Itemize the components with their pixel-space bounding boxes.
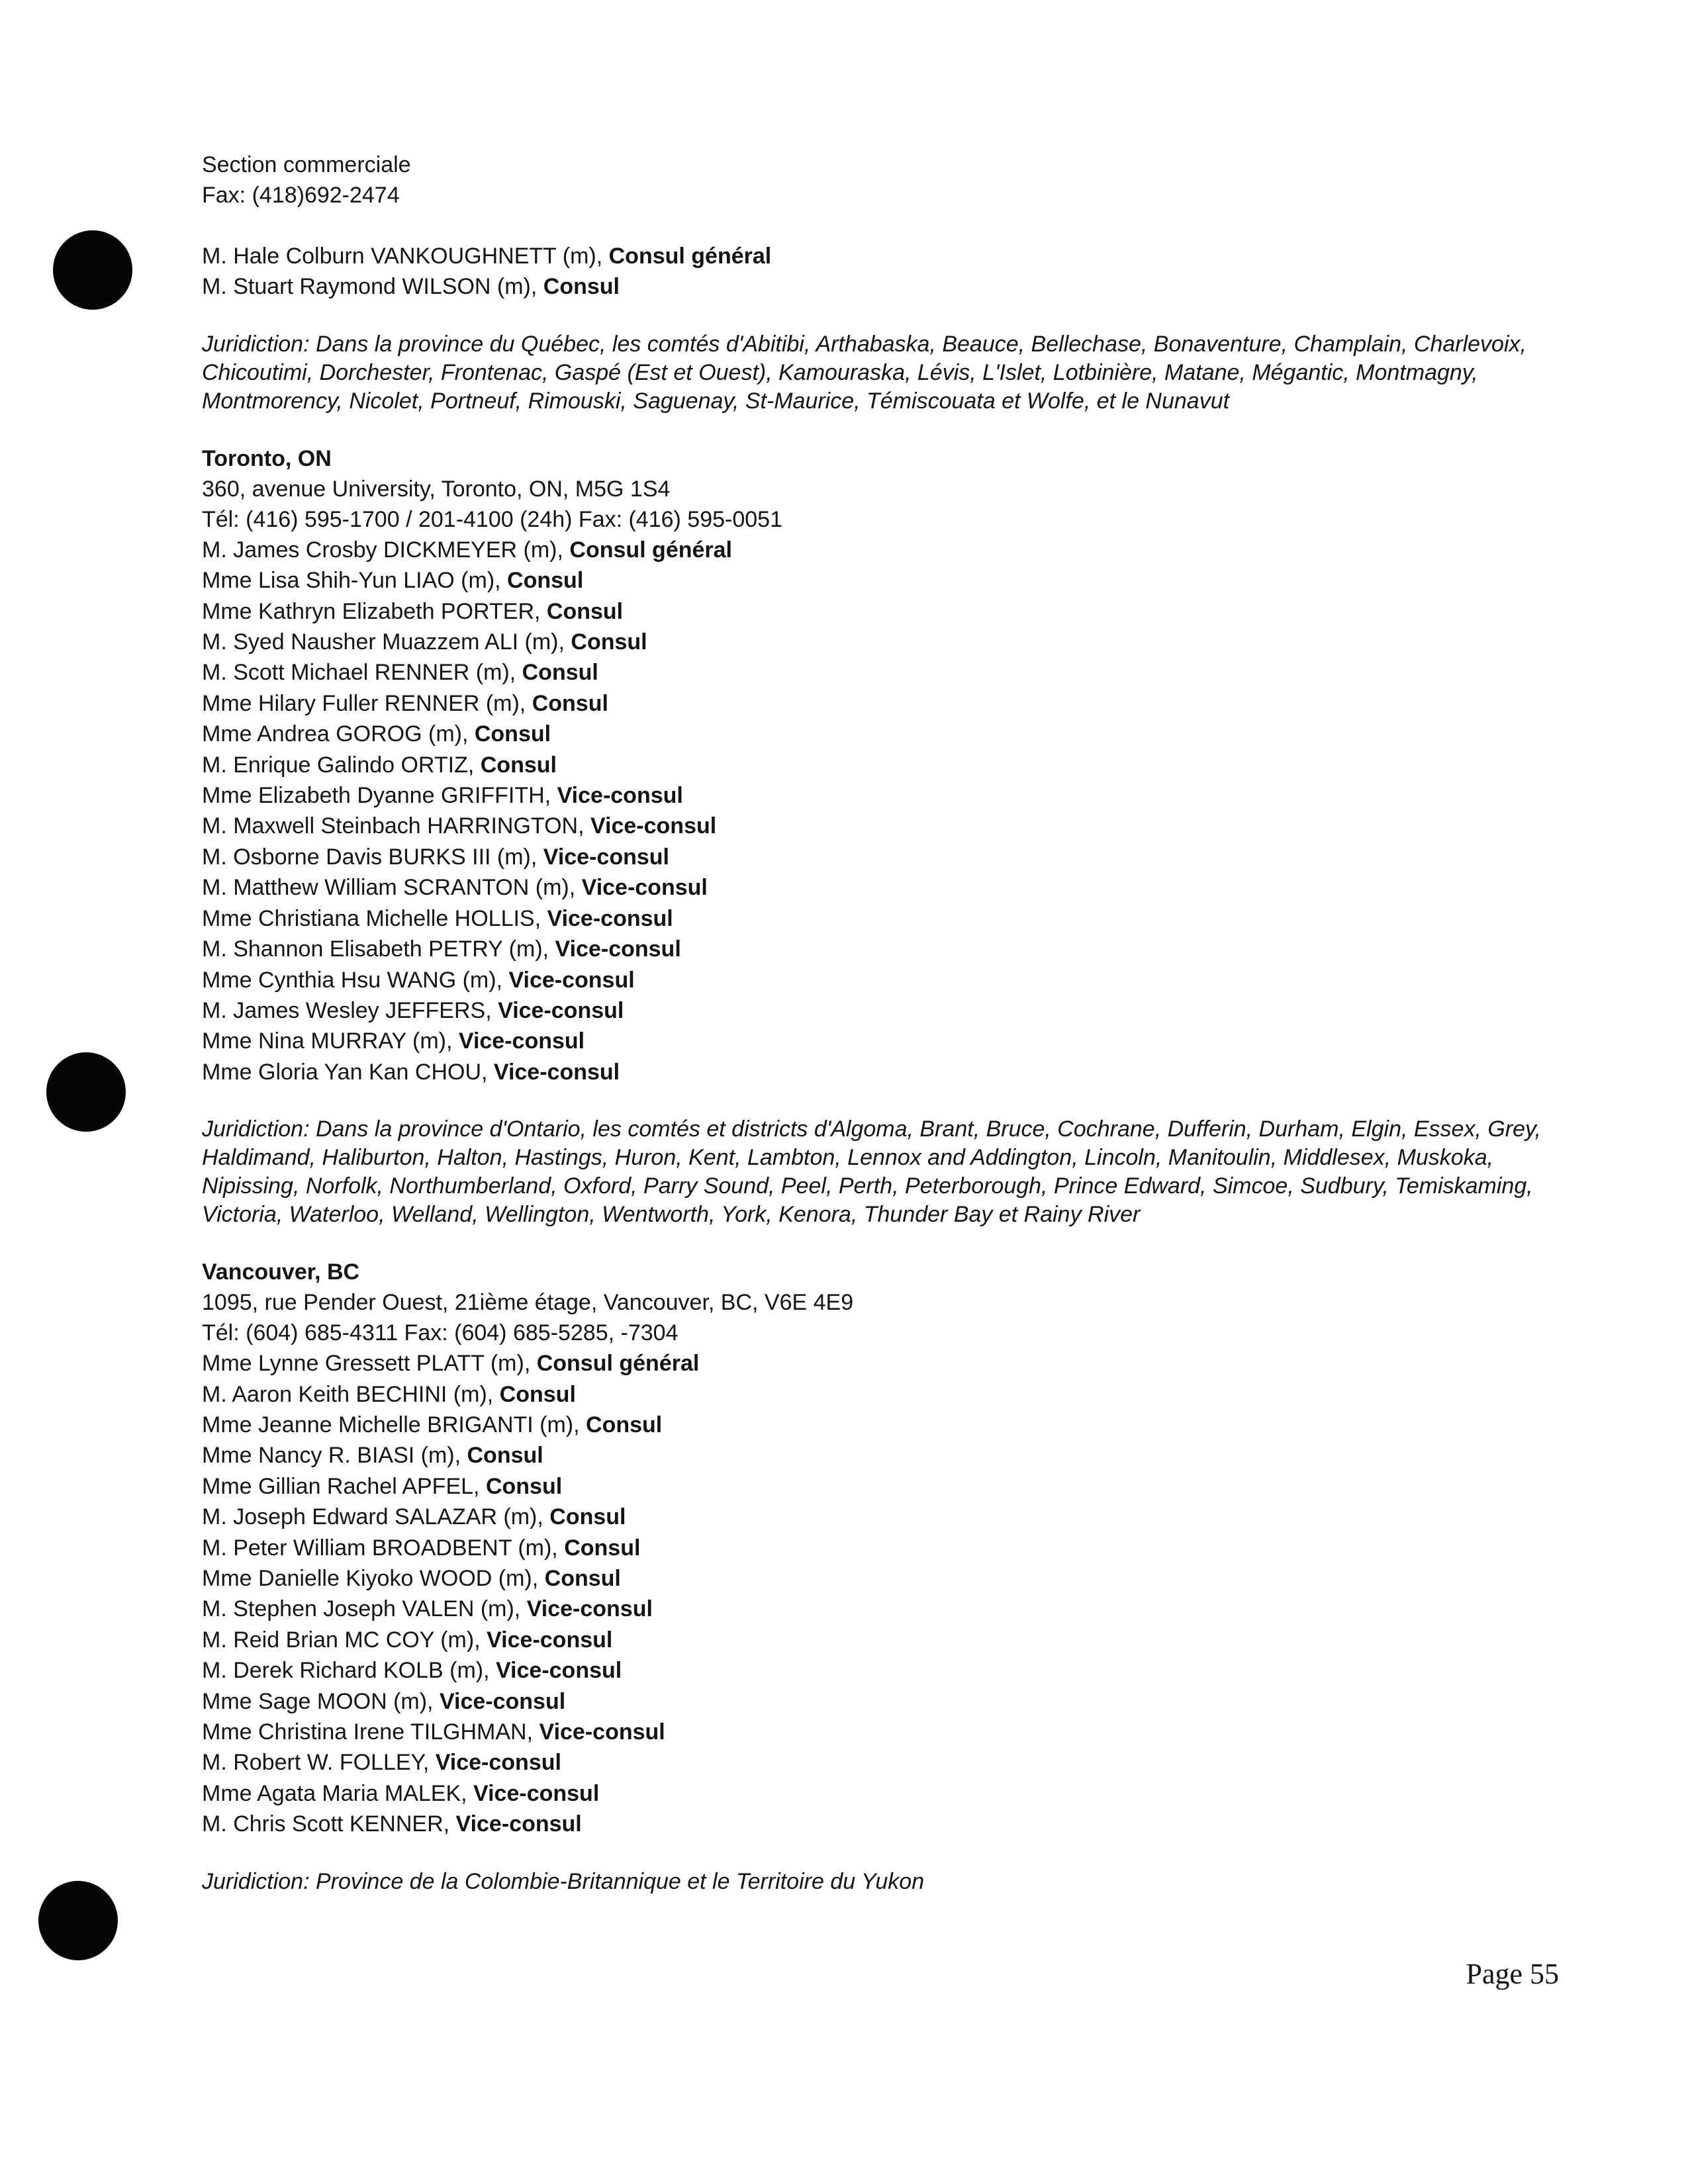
staff-title: Consul bbox=[507, 568, 584, 594]
staff-name: Mme Jeanne Michelle BRIGANTI (m), bbox=[202, 1412, 586, 1437]
vancouver-address: 1095, rue Pender Ouest, 21ième étage, Vancouver, BC, V6E 4E9 bbox=[202, 1290, 854, 1316]
staff-entry bbox=[202, 1440, 1559, 1471]
staff-name: Mme Agata Maria MALEK, bbox=[202, 1780, 474, 1806]
punch-hole-middle bbox=[46, 1052, 126, 1132]
staff-name: M. Matthew William SCRANTON (m), bbox=[202, 875, 582, 901]
staff-entry bbox=[202, 271, 1559, 302]
toronto-address: 360, avenue University, Toronto, ON, M5G 1S4 bbox=[202, 476, 671, 502]
staff-entry bbox=[202, 1625, 1559, 1655]
punch-hole-top bbox=[53, 230, 132, 310]
staff-title: Vice-consul bbox=[495, 1658, 622, 1684]
staff-title: Vice-consul bbox=[455, 1811, 582, 1837]
staff-name: Mme Hilary Fuller RENNER (m), bbox=[202, 690, 532, 716]
staff-name: Mme Sage MOON (m), bbox=[202, 1688, 440, 1714]
staff-title: Vice-consul bbox=[543, 844, 669, 870]
staff-entry bbox=[202, 1502, 1559, 1532]
staff-entry bbox=[202, 1778, 1559, 1809]
staff-entry bbox=[202, 995, 1559, 1026]
staff-title: Vice-consul bbox=[555, 936, 681, 962]
staff-title: Consul bbox=[474, 721, 551, 747]
staff-entry bbox=[202, 965, 1559, 995]
staff-title: Vice-consul bbox=[547, 905, 673, 931]
staff-entry bbox=[202, 1717, 1559, 1747]
vancouver-jurisdiction: Juridiction: Province de la Colombie-Britannique et le Territoire du Yukon bbox=[202, 1868, 925, 1894]
staff-name: M. Aaron Keith BECHINI (m), bbox=[202, 1381, 500, 1407]
staff-title: Vice-consul bbox=[487, 1627, 613, 1653]
toronto-jurisdiction: Juridiction: Dans la province d'Ontario, les comtés et districts d'Algoma, Brant, Bruce, Cochrane, Dufferin, Durham, Elgin, Essex, Grey, Haldimand, Haliburton, Halton, Hastings, Huron, Kent, Lambton, Lennox and Addington, Lincoln, Manitoulin, Middlesex, Muskoka, Nipissing, Norfolk, Northumberland, Oxford, Parry Sound, Peel, Perth, Peterborough, Prince Edward, Simcoe, Sudbury, Temiskaming, Victoria, Waterloo, Welland, Wellington, Wentworth, York, Kenora, Thunder Bay et Rainy River bbox=[202, 1116, 1541, 1228]
staff-title: Vice-consul bbox=[590, 813, 717, 839]
staff-name: M. Scott Michael RENNER (m), bbox=[202, 660, 522, 686]
staff-title: Consul bbox=[544, 1565, 621, 1591]
staff-entry bbox=[202, 1809, 1559, 1839]
staff-name: Mme Danielle Kiyoko WOOD (m), bbox=[202, 1565, 545, 1591]
staff-title: Consul bbox=[499, 1381, 576, 1407]
staff-name: Mme Gloria Yan Kan CHOU, bbox=[202, 1059, 494, 1085]
staff-name: Mme Nancy R. BIASI (m), bbox=[202, 1443, 467, 1469]
vancouver-staff-list bbox=[202, 1348, 1559, 1840]
staff-title: Vice-consul bbox=[439, 1688, 566, 1714]
staff-name: M. Osborne Davis BURKS III (m), bbox=[202, 844, 543, 870]
staff-entry bbox=[202, 780, 1559, 811]
staff-entry bbox=[202, 1594, 1559, 1624]
staff-entry bbox=[202, 1057, 1559, 1087]
staff-title: Consul bbox=[564, 1535, 641, 1561]
staff-entry bbox=[202, 750, 1559, 780]
staff-title: Vice-consul bbox=[473, 1780, 600, 1806]
staff-name: Mme Cynthia Hsu WANG (m), bbox=[202, 967, 509, 993]
quebec-staff-list bbox=[202, 241, 1559, 302]
staff-entry bbox=[202, 1471, 1559, 1502]
staff-name: Mme Lynne Gressett PLATT (m), bbox=[202, 1351, 537, 1377]
staff-entry bbox=[202, 1655, 1559, 1686]
staff-title: Consul bbox=[485, 1473, 563, 1499]
staff-name: M. Stephen Joseph VALEN (m), bbox=[202, 1596, 527, 1622]
staff-title: Consul bbox=[543, 274, 620, 300]
staff-entry bbox=[202, 657, 1559, 688]
staff-entry bbox=[202, 903, 1559, 934]
staff-entry bbox=[202, 1686, 1559, 1717]
staff-name: M. Chris Scott KENNER, bbox=[202, 1811, 456, 1837]
staff-title: Vice-consul bbox=[526, 1596, 653, 1622]
staff-title: Consul général bbox=[536, 1351, 700, 1377]
staff-title: Consul bbox=[549, 1504, 626, 1530]
punch-hole-bottom bbox=[38, 1881, 118, 1960]
quebec-jurisdiction: Juridiction: Dans la province du Québec, les comtés d'Abitibi, Arthabaska, Beauce, Bellechase, Bonaventure, Champlain, Charlevoix, Chicoutimi, Dorchester, Frontenac, Gaspé (Est et Ouest), Kamouraska, Lévis, L'Islet, Lotbinière, Matane, Mégantic, Montmagny, Montmorency, Nicolet, Portneuf, Rimouski, Saguenay, St-Maurice, Témiscouata et Wolfe, et le Nunavut bbox=[202, 331, 1526, 414]
staff-title: Consul bbox=[522, 660, 598, 686]
page-number: Page 55 bbox=[1466, 1958, 1559, 1990]
staff-entry bbox=[202, 241, 1559, 271]
staff-entry bbox=[202, 596, 1559, 627]
staff-title: Vice-consul bbox=[458, 1028, 585, 1054]
staff-name: Mme Christina Irene TILGHMAN, bbox=[202, 1719, 539, 1745]
staff-entry bbox=[202, 842, 1559, 872]
vancouver-phone: Tél: (604) 685-4311 Fax: (604) 685-5285, -7304 bbox=[202, 1320, 679, 1346]
staff-title: Consul bbox=[546, 598, 624, 624]
staff-name: M. Reid Brian MC COY (m), bbox=[202, 1627, 487, 1653]
staff-name: M. James Wesley JEFFERS, bbox=[202, 997, 498, 1023]
staff-name: M. Maxwell Steinbach HARRINGTON, bbox=[202, 813, 590, 839]
staff-title: Vice-consul bbox=[508, 967, 635, 993]
staff-entry bbox=[202, 1533, 1559, 1563]
staff-title: Vice-consul bbox=[557, 783, 683, 809]
staff-entry bbox=[202, 811, 1559, 841]
staff-name: Mme Elizabeth Dyanne GRIFFITH, bbox=[202, 783, 557, 809]
staff-title: Vice-consul bbox=[498, 997, 624, 1023]
staff-name: M. Shannon Elisabeth PETRY (m), bbox=[202, 936, 555, 962]
staff-entry bbox=[202, 535, 1559, 565]
staff-entry bbox=[202, 934, 1559, 964]
staff-name: Mme Andrea GOROG (m), bbox=[202, 721, 475, 747]
staff-entry bbox=[202, 1348, 1559, 1379]
staff-name: M. Robert W. FOLLEY, bbox=[202, 1750, 436, 1776]
staff-entry bbox=[202, 872, 1559, 903]
section-fax: Fax: (418)692-2474 bbox=[202, 183, 400, 208]
toronto-office-title: Toronto, ON bbox=[202, 445, 332, 471]
toronto-phone: Tél: (416) 595-1700 / 201-4100 (24h) Fax: (416) 595-0051 bbox=[202, 506, 782, 532]
staff-entry bbox=[202, 627, 1559, 657]
document-body bbox=[202, 150, 1559, 1896]
staff-name: Mme Nina MURRAY (m), bbox=[202, 1028, 459, 1054]
staff-name: Mme Gillian Rachel APFEL, bbox=[202, 1473, 486, 1499]
staff-entry bbox=[202, 1026, 1559, 1056]
staff-entry bbox=[202, 565, 1559, 596]
staff-title: Consul bbox=[586, 1412, 663, 1437]
staff-name: M. Joseph Edward SALAZAR (m), bbox=[202, 1504, 550, 1530]
staff-title: Vice-consul bbox=[493, 1059, 620, 1085]
staff-entry bbox=[202, 719, 1559, 749]
staff-name: Mme Lisa Shih-Yun LIAO (m), bbox=[202, 568, 508, 594]
staff-entry bbox=[202, 688, 1559, 719]
staff-title: Consul bbox=[532, 690, 608, 716]
staff-name: M. Derek Richard KOLB (m), bbox=[202, 1658, 496, 1684]
staff-title: Consul général bbox=[608, 244, 772, 269]
staff-name: M. James Crosby DICKMEYER (m), bbox=[202, 537, 570, 563]
staff-title: Consul bbox=[571, 629, 647, 655]
staff-name: M. Stuart Raymond WILSON (m), bbox=[202, 274, 543, 300]
staff-title: Consul bbox=[467, 1443, 543, 1469]
staff-entry bbox=[202, 1563, 1559, 1594]
staff-title: Vice-consul bbox=[539, 1719, 665, 1745]
vancouver-office-title: Vancouver, BC bbox=[202, 1259, 360, 1285]
staff-title: Vice-consul bbox=[435, 1750, 561, 1776]
toronto-staff-list bbox=[202, 535, 1559, 1087]
staff-title: Consul général bbox=[569, 537, 732, 563]
staff-entry bbox=[202, 1410, 1559, 1440]
section-label: Section commerciale bbox=[202, 152, 411, 177]
staff-title: Consul bbox=[480, 752, 557, 778]
staff-name: M. Peter William BROADBENT (m), bbox=[202, 1535, 565, 1561]
staff-name: M. Syed Nausher Muazzem ALI (m), bbox=[202, 629, 571, 655]
staff-name: Mme Christiana Michelle HOLLIS, bbox=[202, 905, 547, 931]
staff-name: M. Hale Colburn VANKOUGHNETT (m), bbox=[202, 244, 609, 269]
staff-entry bbox=[202, 1379, 1559, 1410]
staff-name: Mme Kathryn Elizabeth PORTER, bbox=[202, 598, 547, 624]
staff-name: M. Enrique Galindo ORTIZ, bbox=[202, 752, 481, 778]
staff-title: Vice-consul bbox=[581, 875, 708, 901]
staff-entry bbox=[202, 1747, 1559, 1778]
